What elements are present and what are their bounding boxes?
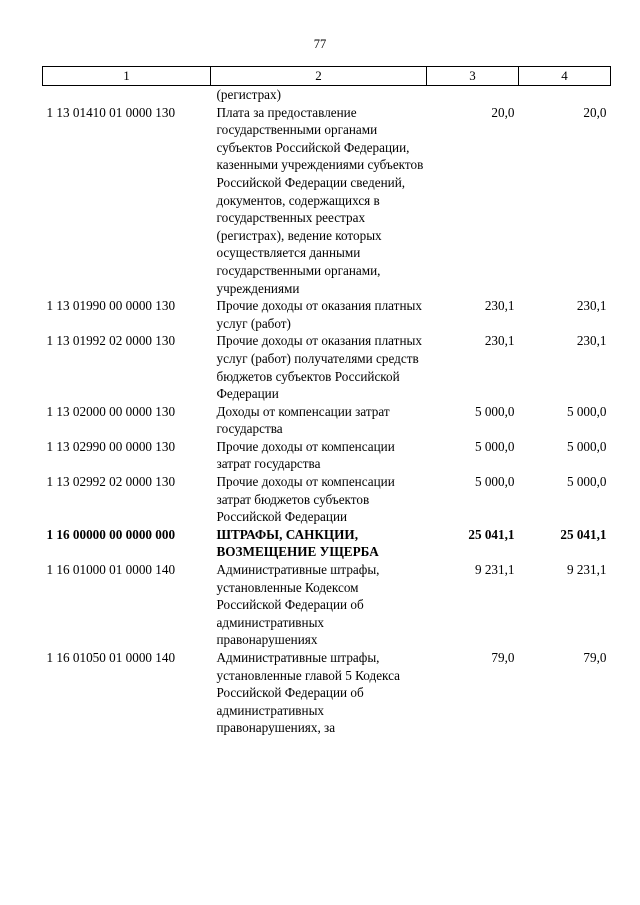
amount-col4-cell: 79,0 xyxy=(583,650,607,665)
page-number: 77 xyxy=(313,37,327,51)
amount-col4-cell: 5 000,0 xyxy=(566,403,607,419)
amount-col3-cell: 9 231,1 xyxy=(474,562,515,578)
amount-col3-cell: 79,0 xyxy=(491,650,515,665)
budget-code-cell: 1 13 02992 02 0000 130 xyxy=(46,474,176,490)
budget-code-cell: 1 13 01992 02 0000 130 xyxy=(46,333,176,349)
item-name-cell: (регистрах) xyxy=(216,87,282,102)
budget-code-cell: 1 16 01000 01 0000 140 xyxy=(46,562,176,578)
column-header: 4 xyxy=(519,67,611,86)
amount-col4-cell: 230,1 xyxy=(576,333,607,349)
item-name-cell: Плата за предоставление государственными органами субъектов Российской Федерации, казенными учреждениями субъектов Российской Федерации сведений, документов, содержащихся в государственных реестрах (регистрах), ведение которых осуществляется данными государственными органами, учреждениями xyxy=(216,104,424,296)
item-name-cell: ШТРАФЫ, САНКЦИИ, ВОЗМЕЩЕНИЕ УЩЕРБА xyxy=(216,526,379,560)
table-body xyxy=(43,86,611,737)
table-header-row xyxy=(43,67,611,86)
amount-col3-cell: 230,1 xyxy=(484,298,515,314)
table-row xyxy=(43,561,611,649)
column-header: 3 xyxy=(427,67,519,86)
item-name-cell: Административные штрафы, установленные главой 5 Кодекса Российской Федерации об административных правонарушениях, за xyxy=(216,650,400,736)
revenue-table xyxy=(42,66,611,737)
table-row xyxy=(43,473,611,526)
table-row xyxy=(43,332,611,402)
budget-code-cell: 1 16 01050 01 0000 140 xyxy=(46,650,176,665)
amount-col3-cell: 20,0 xyxy=(491,104,515,120)
budget-code-cell: 1 13 01990 00 0000 130 xyxy=(46,298,176,314)
amount-col4-cell xyxy=(519,86,611,104)
item-name-cell: Прочие доходы от компенсации затрат бюджетов субъектов Российской Федерации xyxy=(216,474,395,525)
item-name-cell: Прочие доходы от оказания платных услуг (работ) xyxy=(216,298,422,331)
amount-col3-cell: 230,1 xyxy=(484,333,515,349)
amount-col4-cell: 20,0 xyxy=(583,104,607,120)
amount-col4-cell: 25 041,1 xyxy=(560,526,607,542)
amount-col3-cell: 5 000,0 xyxy=(474,474,515,490)
table-row xyxy=(43,526,611,561)
table-row xyxy=(43,104,611,298)
item-name-cell: Доходы от компенсации затрат государства xyxy=(216,403,390,437)
column-header: 2 xyxy=(211,67,427,86)
item-name-cell: Административные штрафы, установленные Кодексом Российской Федерации об административных правонарушениях xyxy=(216,562,380,648)
amount-col4-cell: 5 000,0 xyxy=(566,438,607,454)
table-row xyxy=(43,649,611,737)
budget-code-cell: 1 13 01410 01 0000 130 xyxy=(46,104,176,120)
amount-col4-cell: 5 000,0 xyxy=(566,474,607,490)
budget-code-cell: 1 13 02000 00 0000 130 xyxy=(46,403,176,419)
amount-col3-cell: 25 041,1 xyxy=(468,526,515,542)
budget-code-cell: 1 13 02990 00 0000 130 xyxy=(46,438,176,454)
amount-col3-cell xyxy=(427,86,519,104)
column-header: 1 xyxy=(43,67,211,86)
table-row xyxy=(43,297,611,332)
table-row xyxy=(43,438,611,473)
amount-col3-cell: 5 000,0 xyxy=(474,403,515,419)
budget-code-cell xyxy=(43,86,211,104)
amount-col3-cell: 5 000,0 xyxy=(474,438,515,454)
table-row xyxy=(43,403,611,438)
budget-code-cell: 1 16 00000 00 0000 000 xyxy=(46,526,176,542)
table-row xyxy=(43,86,611,104)
item-name-cell: Прочие доходы от компенсации затрат государства xyxy=(216,438,395,472)
amount-col4-cell: 230,1 xyxy=(576,298,607,314)
item-name-cell: Прочие доходы от оказания платных услуг (работ) получателями средств бюджетов субъектов Российской Федерации xyxy=(216,333,422,402)
amount-col4-cell: 9 231,1 xyxy=(566,562,607,578)
